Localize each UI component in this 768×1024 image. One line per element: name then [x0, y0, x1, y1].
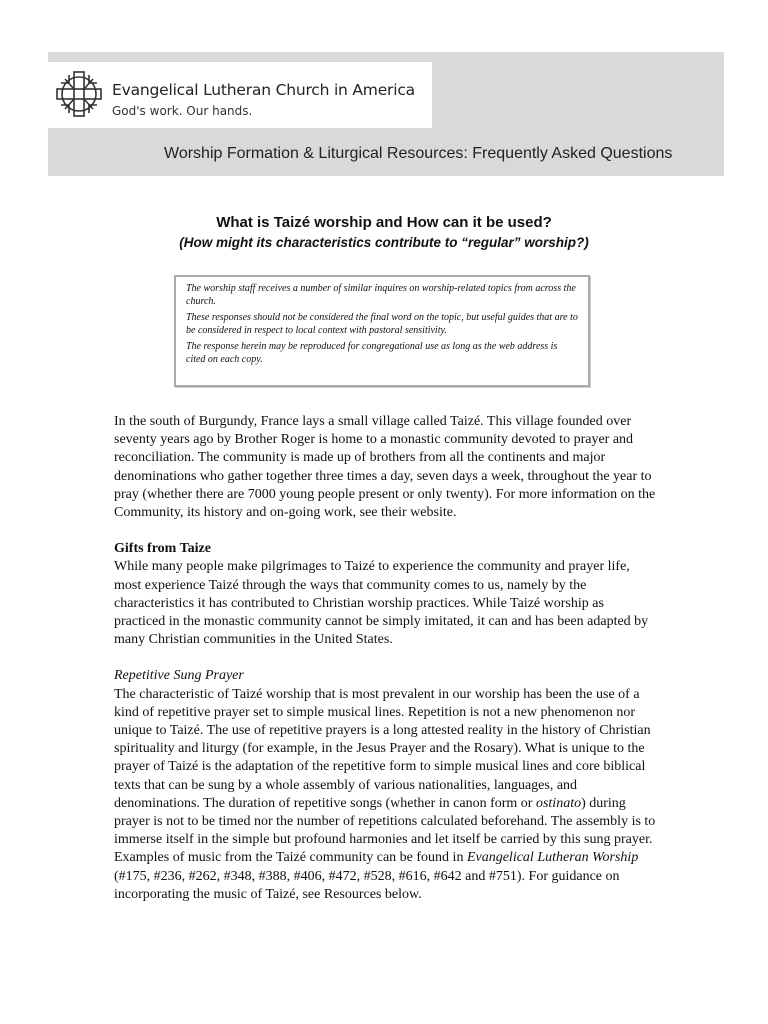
- repetitive-paragraph: [114, 686, 656, 904]
- document-subtitle: (How might its characteristics contribute to “regular” worship?): [179, 235, 589, 250]
- intro-paragraph: In the south of Burgundy, France lays a small village called Taizé. This village founded over seventy years ago by Brother Roger is home to a monastic community devoted to prayer and reconciliation. The community is made up of brothers from all the continents and major denominations who gather together three times a day, seven days a week, throughout the year to pray (whether there are 7000 young people present or only twenty). For more information on the Community, its history and on-going work, see their website.: [114, 414, 656, 521]
- elw-title: Evangelical Lutheran Worship: [466, 850, 639, 866]
- article-body: [114, 413, 656, 904]
- gifts-heading: Gifts from Taize: [114, 541, 211, 557]
- rep-text-1: The characteristic of Taizé worship that is most prevalent in our worship has been the use of a kind of repetitive prayer set to simple musical lines. Repetition is not a new phenomenon nor unique to Taizé. The use of repetitive prayers is a long attested reality in the history of Christian spirituality and liturgy (for example, in the Jesus Prayer and the Rosary). What is unique to the prayer of Taizé is the adaptation of the repetitive form to simple musical lines and core biblical texts that can be sung by a whole assembly of various nationalities, languages, and denominations. The duration of repetitive songs (whether in canon form or: [114, 686, 651, 811]
- gifts-paragraph: While many people make pilgrimages to Taizé to experience the community and prayer life, most experience Taizé through the ways that community comes to us, namely by the characteristics it has contributed to Christian worship practices. While Taizé worship as practiced in the monastic community cannot be simply imitated, it can and has been adapted by many Christian communities in the United States.: [114, 559, 649, 648]
- org-name: Evangelical Lutheran Church in America: [112, 81, 415, 99]
- rep-text-3: (#175, #236, #262, #348, #388, #406, #472, #528, #616, #642 and #751). For guidance on incorporating the music of Taizé, see Resources below.: [114, 868, 620, 902]
- elca-cross-logo-icon: [56, 70, 102, 118]
- band-title: Worship Formation & Liturgical Resources: Frequently Asked Questions: [164, 145, 673, 162]
- repetitive-heading: Repetitive Sung Prayer: [114, 668, 244, 684]
- notice-paragraph-2: These responses should not be considered the final word on the topic, but useful guides that are to be considered in respect to local context with pastoral sensitivity.: [186, 312, 578, 336]
- rep-text-2: ) during prayer is not to be timed nor the number of repetitions calculated beforehand. The assembly is to immerse itself in the simple but profound harmonies and let itself be carried by this sung prayer. Examples of music from the Taizé community can be found in: [114, 795, 656, 866]
- notice-paragraph-3: The response herein may be reproduced for congregational use as long as the web address is cited on each copy.: [186, 341, 558, 365]
- document-title: What is Taizé worship and How can it be used?: [216, 214, 552, 231]
- ostinato-term: ostinato: [535, 795, 582, 811]
- notice-paragraph-1: The worship staff receives a number of similar inquires on worship-related topics from across the church.: [186, 283, 576, 307]
- notice-box: [174, 275, 590, 387]
- tagline: God's work. Our hands.: [112, 104, 253, 118]
